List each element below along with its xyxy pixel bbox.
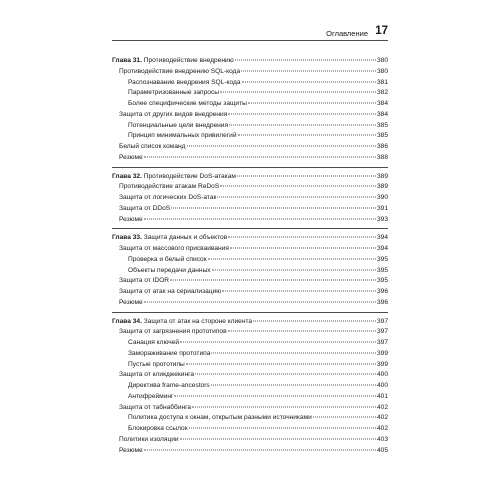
section-entry[interactable]	[112, 110, 388, 121]
chapter-name: Противодействие DoS-атакам	[141, 172, 236, 180]
chapter-page-number: 389	[376, 172, 388, 180]
section-entry[interactable]	[112, 298, 388, 309]
leader-dots	[220, 186, 376, 187]
entry-title: Директива frame-ancestors	[128, 382, 210, 389]
leader-dots	[222, 291, 376, 292]
leader-dots	[217, 197, 376, 198]
leader-dots	[180, 342, 376, 343]
section-entry[interactable]	[112, 182, 388, 193]
entry-title: Проверка и белый список	[128, 255, 207, 263]
entry-page-number: 386	[376, 143, 388, 150]
chapter-divider	[112, 312, 388, 313]
entry-page-number: 389	[376, 183, 388, 191]
entry-page-number: 402	[376, 414, 388, 422]
leader-dots	[208, 258, 376, 259]
entry-page-number: 397	[376, 339, 388, 346]
running-header	[112, 24, 388, 38]
entry-page-number: 388	[376, 153, 388, 161]
entry-title: Политики изоляции	[119, 435, 179, 443]
chapter-name: Противодействие внедрению	[141, 57, 234, 64]
chapter-title	[112, 172, 236, 183]
entry-page-number: 384	[376, 100, 388, 107]
entry-page-number: 381	[376, 78, 388, 86]
entry-page-number: 399	[376, 360, 388, 368]
table-of-contents	[112, 56, 388, 456]
section-entry[interactable]	[112, 153, 388, 164]
section-entry[interactable]	[112, 327, 388, 338]
entry-page-number: 384	[376, 110, 388, 118]
leader-dots	[248, 103, 376, 104]
leader-dots	[144, 156, 376, 157]
entry-title: Защита от IDOR	[119, 277, 170, 285]
entry-page-number: 394	[376, 245, 388, 252]
leader-dots	[186, 363, 376, 364]
chapter-label: Глава 34.	[112, 317, 142, 325]
subsection-entry[interactable]	[112, 131, 388, 142]
section-entry[interactable]	[112, 204, 388, 215]
leader-dots	[195, 374, 376, 375]
entry-page-number: 405	[376, 446, 388, 454]
subsection-entry[interactable]	[112, 78, 388, 89]
entry-page-number: 391	[376, 204, 388, 212]
leader-dots	[189, 428, 376, 429]
entry-title: Объекты передачи данных	[128, 266, 211, 274]
leader-dots	[211, 352, 376, 353]
chapter-label: Глава 31.	[112, 57, 142, 64]
leader-dots	[238, 135, 376, 136]
page-number: 17	[375, 25, 388, 37]
entry-title: Защита от атак на сериализацию	[119, 288, 222, 295]
leader-dots	[187, 146, 376, 147]
entry-page-number: 380	[376, 67, 388, 75]
subsection-entry[interactable]	[112, 255, 388, 266]
entry-title: Резюме	[119, 298, 143, 306]
leader-dots	[180, 438, 376, 439]
entry-page-number: 395	[376, 255, 388, 263]
leader-dots	[211, 385, 376, 386]
chapter-heading[interactable]	[112, 56, 388, 67]
leader-dots	[220, 92, 376, 93]
chapter-divider	[112, 167, 388, 168]
entry-title: Замораживание прототипа	[128, 349, 211, 357]
section-entry[interactable]	[112, 142, 388, 153]
leader-dots	[174, 395, 376, 396]
leader-dots	[228, 113, 376, 114]
entry-title: Защита от DDoS	[119, 204, 171, 212]
section-entry[interactable]	[112, 276, 388, 287]
leader-dots	[242, 81, 376, 82]
chapter-page-number: 380	[376, 57, 388, 64]
subsection-entry[interactable]	[112, 424, 388, 435]
leader-dots	[253, 320, 376, 321]
entry-title: Политика доступа к окнам, открытым разными источниками	[128, 414, 312, 422]
entry-page-number: 399	[376, 349, 388, 357]
entry-page-number: 390	[376, 194, 388, 201]
leader-dots	[237, 175, 376, 176]
leader-dots	[228, 237, 376, 238]
chapter-title	[112, 317, 252, 328]
leader-dots	[241, 70, 376, 71]
subsection-entry[interactable]	[112, 392, 388, 403]
chapter-heading[interactable]	[112, 172, 388, 183]
entry-page-number: 397	[376, 328, 388, 336]
section-entry[interactable]	[112, 67, 388, 78]
entry-title: Потенциальные цели внедрения	[128, 121, 229, 129]
chapter-name: Защита данных и объектов	[141, 234, 228, 242]
leader-dots	[235, 60, 376, 61]
section-entry[interactable]	[112, 370, 388, 381]
entry-page-number: 402	[376, 425, 388, 432]
entry-title: Более специфические методы защиты	[128, 100, 247, 107]
chapter-title	[112, 56, 234, 67]
leader-dots	[144, 218, 376, 219]
section-entry[interactable]	[112, 287, 388, 298]
entry-title: Санация ключей	[128, 339, 180, 346]
leader-dots	[192, 406, 376, 407]
entry-page-number: 393	[376, 215, 388, 223]
leader-dots	[230, 248, 376, 249]
chapter-name: Защита от атак на стороне клиента	[141, 317, 253, 325]
leader-dots	[313, 417, 376, 418]
subsection-entry[interactable]	[112, 99, 388, 110]
entry-page-number: 402	[376, 403, 388, 411]
entry-page-number: 400	[376, 371, 388, 379]
chapter-title	[112, 233, 227, 244]
entry-title: Распознавание внедрения SQL-кода	[128, 78, 241, 86]
entry-page-number: 395	[376, 266, 388, 274]
entry-page-number: 385	[376, 121, 388, 129]
entry-title: Блокировка ссылок	[128, 425, 188, 432]
subsection-entry[interactable]	[112, 413, 388, 424]
leader-dots	[229, 124, 376, 125]
entry-page-number: 396	[376, 298, 388, 306]
leader-dots	[144, 301, 376, 302]
entry-title: Защита от кликджекинга	[119, 371, 195, 379]
subsection-entry[interactable]	[112, 338, 388, 349]
subsection-entry[interactable]	[112, 88, 388, 99]
chapter-page-number: 397	[376, 317, 388, 325]
subsection-entry[interactable]	[112, 360, 388, 371]
chapter-heading[interactable]	[112, 317, 388, 328]
entry-page-number: 403	[376, 435, 388, 443]
chapter-heading[interactable]	[112, 233, 388, 244]
entry-title: Пустые прототипы	[128, 360, 185, 368]
subsection-entry[interactable]	[112, 266, 388, 277]
section-entry[interactable]	[112, 215, 388, 226]
entry-title: Защита от табнаббинга	[119, 403, 192, 411]
leader-dots	[171, 207, 376, 208]
leader-dots	[170, 280, 376, 281]
subsection-entry[interactable]	[112, 381, 388, 392]
running-header-title: Оглавление	[326, 29, 368, 38]
entry-page-number: 382	[376, 89, 388, 97]
leader-dots	[212, 269, 376, 270]
entry-title: Принцип минимальных привилегий	[128, 132, 237, 140]
entry-page-number: 400	[376, 382, 388, 389]
entry-title: Белый список команд	[119, 143, 186, 150]
section-entry[interactable]	[112, 403, 388, 414]
chapter-divider	[112, 228, 388, 229]
subsection-entry[interactable]	[112, 121, 388, 132]
chapter-label: Глава 33.	[112, 234, 142, 242]
section-entry[interactable]	[112, 244, 388, 255]
entry-title: Защита от загрязнения прототипов	[119, 328, 227, 336]
section-entry[interactable]	[112, 435, 388, 446]
leader-dots	[144, 449, 376, 450]
entry-page-number: 395	[376, 277, 388, 285]
section-entry[interactable]	[112, 446, 388, 457]
section-entry[interactable]	[112, 193, 388, 204]
chapter-label: Глава 32.	[112, 172, 142, 180]
entry-title: Резюме	[119, 153, 143, 161]
entry-title: Защита от других видов внедрения	[119, 110, 228, 118]
header-divider	[112, 40, 388, 41]
entry-title: Резюме	[119, 215, 143, 223]
entry-title: Противодействие внедрению SQL-кода	[119, 67, 241, 75]
entry-title: Защита от логических DoS-атак	[119, 194, 217, 201]
chapter-page-number: 394	[376, 234, 388, 242]
entry-title: Антифрейминг	[128, 392, 174, 400]
entry-title: Защита от массового присваивания	[119, 245, 229, 252]
entry-title: Резюме	[119, 446, 143, 454]
leader-dots	[228, 331, 376, 332]
entry-page-number: 401	[376, 392, 388, 400]
subsection-entry[interactable]	[112, 349, 388, 360]
entry-page-number: 385	[376, 132, 388, 140]
entry-page-number: 396	[376, 288, 388, 295]
entry-title: Противодействие атакам ReDoS	[119, 183, 220, 191]
entry-title: Параметризованные запросы	[128, 89, 219, 97]
